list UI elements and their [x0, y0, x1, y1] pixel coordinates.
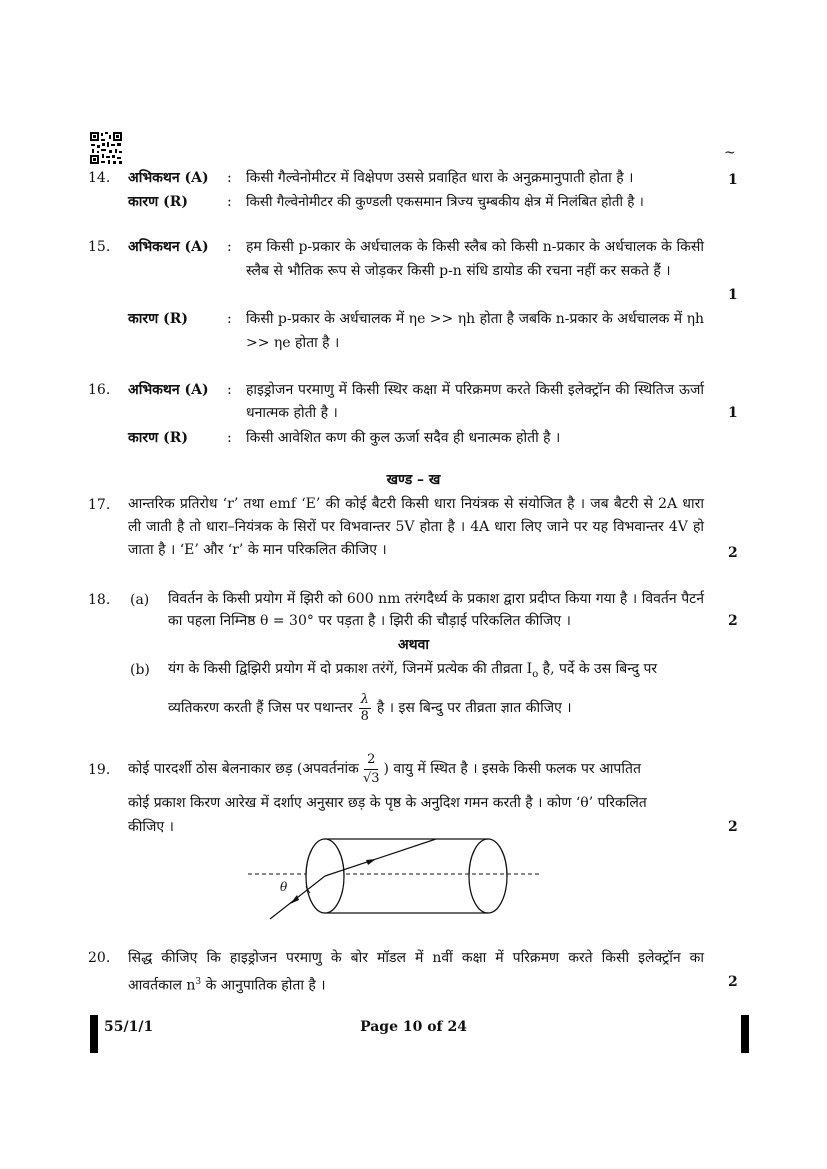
- question-number: 16.: [88, 382, 111, 398]
- reason-label: कारण (R): [128, 194, 188, 210]
- marks: 2: [728, 613, 738, 629]
- paper-code: 55/1/1: [104, 1019, 154, 1035]
- option-b-line2: व्यतिकरण करती हैं जिस पर पथान्तर λ 8 है । इस बिन्दु पर तीव्रता ज्ञात कीजिए ।: [168, 691, 572, 724]
- fraction-lambda-by-8: λ 8: [360, 691, 369, 724]
- assertion-text: किसी गैल्वेनोमीटर में विक्षेपण उससे प्रवाहित धारा के अनुक्रमानुपाती होता है ।: [246, 170, 634, 186]
- colon: :: [227, 311, 232, 327]
- marks: 2: [728, 545, 738, 561]
- question-line2: आवर्तकाल $n^3$ के आनुपातिक होता है ।: [128, 977, 326, 994]
- question-number: 19.: [88, 762, 111, 778]
- option-b-label: (b): [130, 662, 150, 678]
- fraction-2-by-root3: 2 √3: [362, 751, 380, 786]
- header-tilde: ~: [724, 145, 736, 161]
- option-b-line1: यंग के किसी द्विझिरी प्रयोग में दो प्रकाश तरंगें, जिनमें प्रत्येक की तीव्रता $I_o$ है, पर्दे के उस बिन्दु पर: [168, 661, 658, 680]
- option-a-label: (a): [130, 592, 150, 608]
- reason-text: किसी आवेशित कण की कुल ऊर्जा सदैव ही धनात्मक होती है ।: [246, 430, 561, 446]
- assertion-text: हाइड्रोजन परमाणु में किसी स्थिर कक्षा में परिक्रमण करते किसी इलेक्ट्रॉन की स्थितिज ऊर्जा धनात्मक होती है ।: [246, 382, 704, 421]
- page-number: Page 10 of 24: [360, 1019, 467, 1035]
- right-margin-bar: [741, 1015, 749, 1053]
- question-number: 17.: [88, 497, 111, 513]
- marks: 2: [728, 819, 738, 835]
- colon: :: [227, 430, 232, 446]
- question-number: 15.: [88, 239, 111, 255]
- qr-code: [89, 131, 123, 165]
- assertion-text: हम किसी p-प्रकार के अर्धचालक के किसी स्लैब को किसी n-प्रकार के अर्धचालक के किसी स्लैब से भौतिक रूप से जोड़कर किसी p-n संधि डायोड की रचना नहीं कर सकते हैं ।: [246, 239, 704, 279]
- or-separator: अथवा: [397, 637, 430, 653]
- reason-label: कारण (R): [128, 430, 188, 446]
- marks: 1: [728, 287, 738, 303]
- colon: :: [227, 382, 232, 398]
- assertion-label: अभिकथन (A): [128, 170, 209, 186]
- assertion-label: अभिकथन (A): [128, 382, 209, 398]
- question-line2: कोई प्रकाश किरण आरेख में दर्शाए अनुसार छड़ के पृष्ठ के अनुदिश गमन करती है । कोण ‘θ’ परिकलित: [128, 795, 647, 811]
- reason-label: कारण (R): [128, 311, 188, 327]
- theta-label: θ: [280, 880, 288, 894]
- marks: 2: [728, 974, 738, 990]
- reason-text: किसी p-प्रकार के अर्धचालक में ηe >> ηh होता है जबकि n-प्रकार के अर्धचालक में ηh >> ηe होता है ।: [246, 311, 704, 351]
- section-title: खण्ड – ख: [386, 472, 441, 488]
- marks: 1: [728, 172, 738, 188]
- question-line1: सिद्ध कीजिए कि हाइड्रोजन परमाणु के बोर मॉडल में nवीं कक्षा में परिक्रमण करते किसी इलेक्ट्रॉन का: [128, 950, 704, 966]
- colon: :: [227, 239, 232, 255]
- left-margin-bar: [90, 1015, 98, 1053]
- question-text: आन्तरिक प्रतिरोध ‘r’ तथा emf ‘E’ की कोई बैटरी किसी धारा नियंत्रक से संयोजित है । जब बैटरी से 2A धारा ली जाती है तो धारा–नियंत्रक के सिरों पर विभवान्तर 5V होता है । 4A धारा लिए जाने पर यह विभवान्तर 4V हो जाता है । ‘E’ और ‘r’ के मान परिकलित कीजिए ।: [128, 496, 704, 558]
- assertion-label: अभिकथन (A): [128, 239, 209, 255]
- question-line3: कीजिए ।: [128, 819, 174, 835]
- option-a-text: विवर्तन के किसी प्रयोग में झिरी को 600 nm तरंगदैर्ध्य के प्रकाश द्वारा प्रदीप्त किया गया है । विवर्तन पैटर्न का पहला निम्निष्ठ θ = 30° पर पड़ता है । झिरी की चौड़ाई परिकलित कीजिए ।: [168, 591, 704, 629]
- question-number: 18.: [88, 592, 111, 608]
- colon: :: [227, 170, 232, 186]
- marks: 1: [728, 405, 738, 421]
- question-number: 14.: [88, 170, 111, 186]
- question-line1: कोई पारदर्शी ठोस बेलनाकार छड़ (अपवर्तनांक 2 √3 ) वायु में स्थित है । इसके किसी फलक पर आपतित: [128, 751, 641, 786]
- question-number: 20.: [88, 950, 111, 966]
- reason-text: किसी गैल्वेनोमीटर की कुण्डली एकसमान त्रिज्य चुम्बकीय क्षेत्र में निलंबित होती है ।: [246, 194, 644, 210]
- cylinder-rod-diagram: [240, 833, 550, 933]
- colon: :: [227, 194, 232, 210]
